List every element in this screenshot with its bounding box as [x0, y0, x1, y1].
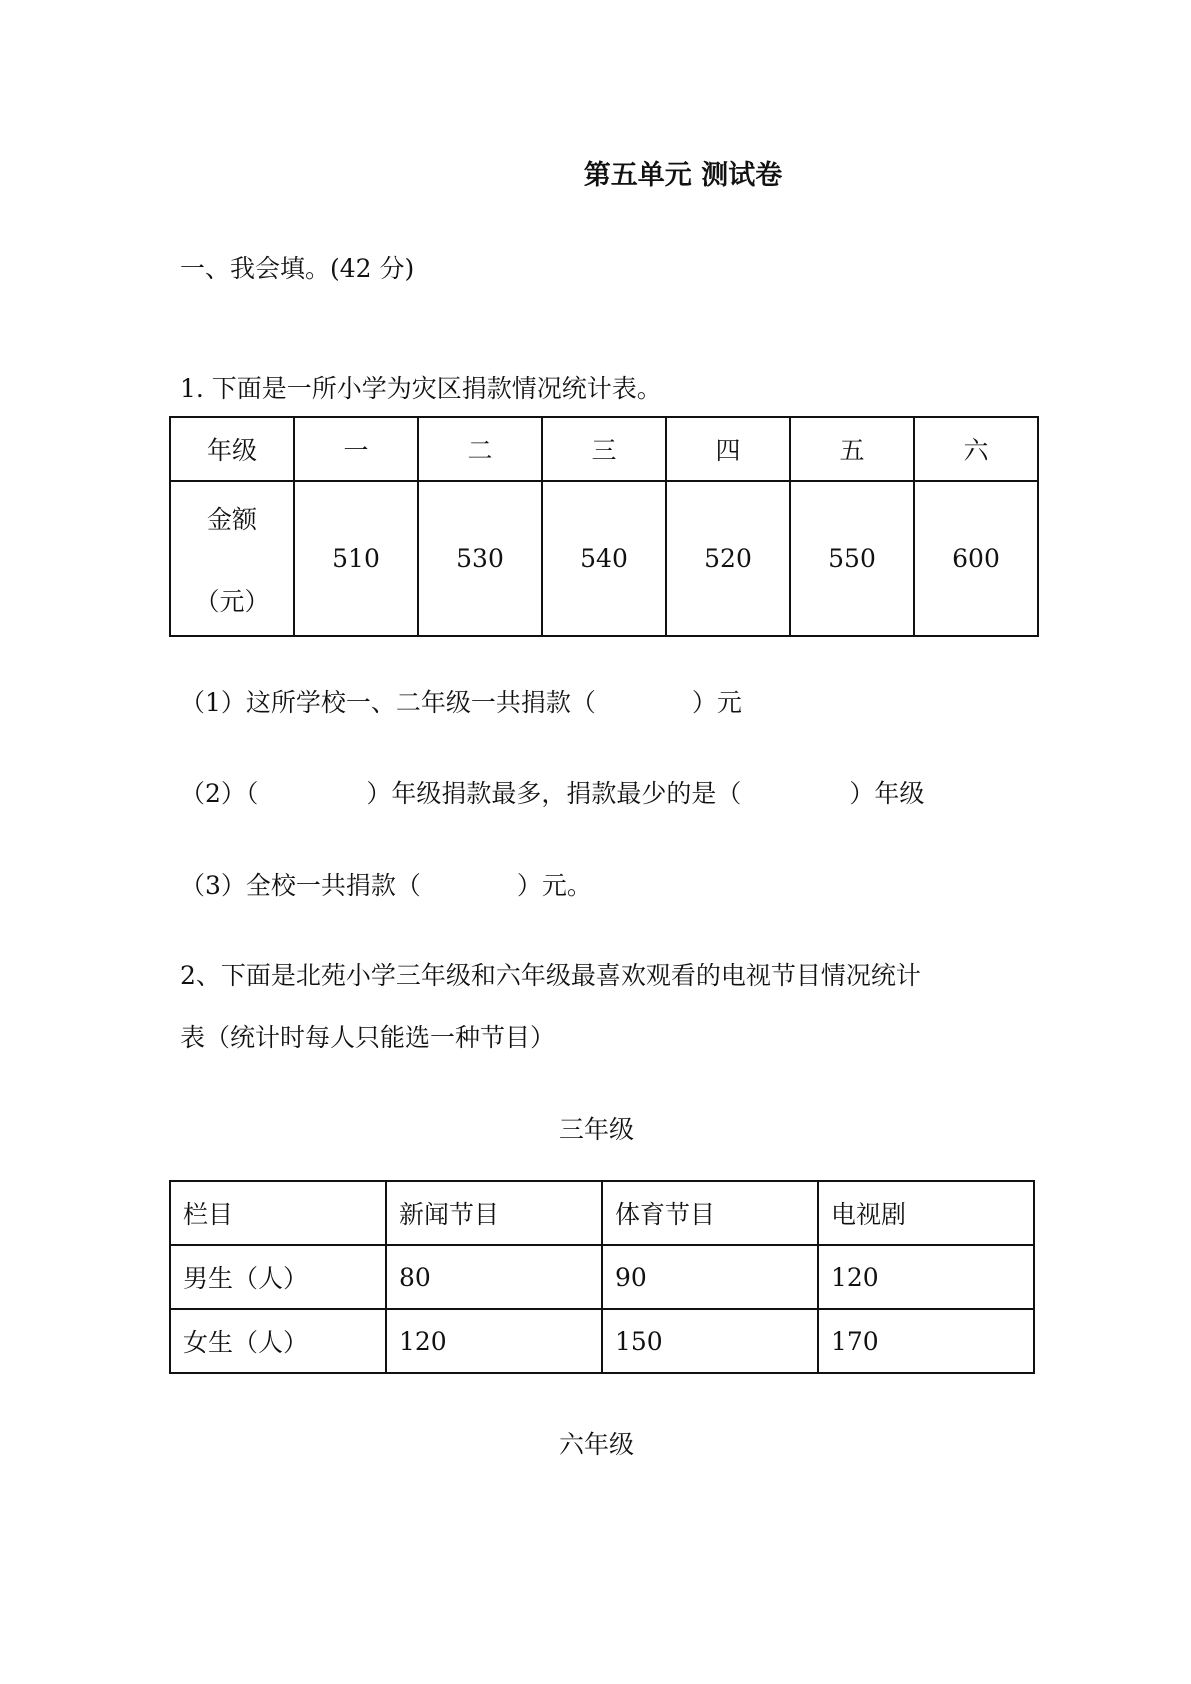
- table-header-cell: 三: [542, 417, 666, 481]
- donation-table: [169, 416, 1039, 637]
- table-cell: 120: [386, 1309, 602, 1373]
- table-header-cell: 六: [914, 417, 1038, 481]
- table-header-row: [170, 417, 1038, 481]
- sub-question-text: ）年级捐款最多，捐款最少的是（: [366, 779, 742, 808]
- table-cell: 女生（人）: [170, 1309, 386, 1373]
- table-cell: 150: [602, 1309, 818, 1373]
- row-label-bottom: （元）: [194, 586, 270, 616]
- table-header-cell: 二: [418, 417, 542, 481]
- table-cell: 80: [386, 1245, 602, 1309]
- table-cell: 540: [542, 481, 666, 636]
- table-header-cell: 新闻节目: [386, 1181, 602, 1245]
- grade6-caption: 六年级: [558, 1430, 634, 1459]
- table-row: [170, 1245, 1034, 1309]
- sub-question-text: （1）这所学校一、二年级一共捐款（: [180, 688, 596, 717]
- table-header-cell: 栏目: [170, 1181, 386, 1245]
- table-row: [170, 481, 1038, 636]
- grade3-caption: 三年级: [558, 1115, 634, 1144]
- table-cell: 90: [602, 1245, 818, 1309]
- table-cell: 120: [818, 1245, 1034, 1309]
- table-header-cell: 年级: [170, 417, 294, 481]
- table-header-cell: 电视剧: [818, 1181, 1034, 1245]
- table-cell: 520: [666, 481, 790, 636]
- table-header-cell: 一: [294, 417, 418, 481]
- table-cell: 550: [790, 481, 914, 636]
- table-header-cell: 体育节目: [602, 1181, 818, 1245]
- sub-question-text: ）年级: [849, 779, 925, 808]
- tv-program-table: [169, 1180, 1035, 1374]
- sub-question-text: （2）（: [180, 779, 259, 808]
- table-cell: 530: [418, 481, 542, 636]
- table-cell: 600: [914, 481, 1038, 636]
- table-cell: 170: [818, 1309, 1034, 1373]
- table-header-cell: 四: [666, 417, 790, 481]
- sub-question-1: [180, 690, 742, 715]
- table-cell: 510: [294, 481, 418, 636]
- section-heading: 一、我会填。(42 分): [180, 254, 415, 283]
- question-2-prompt-line2: 表（统计时每人只能选一种节目）: [180, 1023, 556, 1052]
- sub-question-3: [180, 873, 592, 898]
- sub-question-text: ）元。: [516, 871, 592, 900]
- sub-question-2: [180, 781, 924, 806]
- question-2-prompt-line1: 2、下面是北苑小学三年级和六年级最喜欢观看的电视节目情况统计: [180, 961, 921, 990]
- row-label-cell: [170, 481, 294, 636]
- row-label-top: 金额: [206, 504, 257, 534]
- question-1-prompt: 1. 下面是一所小学为灾区捐款情况统计表。: [180, 374, 662, 403]
- table-cell: 男生（人）: [170, 1245, 386, 1309]
- table-header-cell: 五: [790, 417, 914, 481]
- page-title: 第五单元 测试卷: [583, 160, 783, 191]
- sub-question-text: （3）全校一共捐款（: [180, 871, 421, 900]
- table-header-row: [170, 1181, 1034, 1245]
- sub-question-text: ）元: [691, 688, 742, 717]
- table-row: [170, 1309, 1034, 1373]
